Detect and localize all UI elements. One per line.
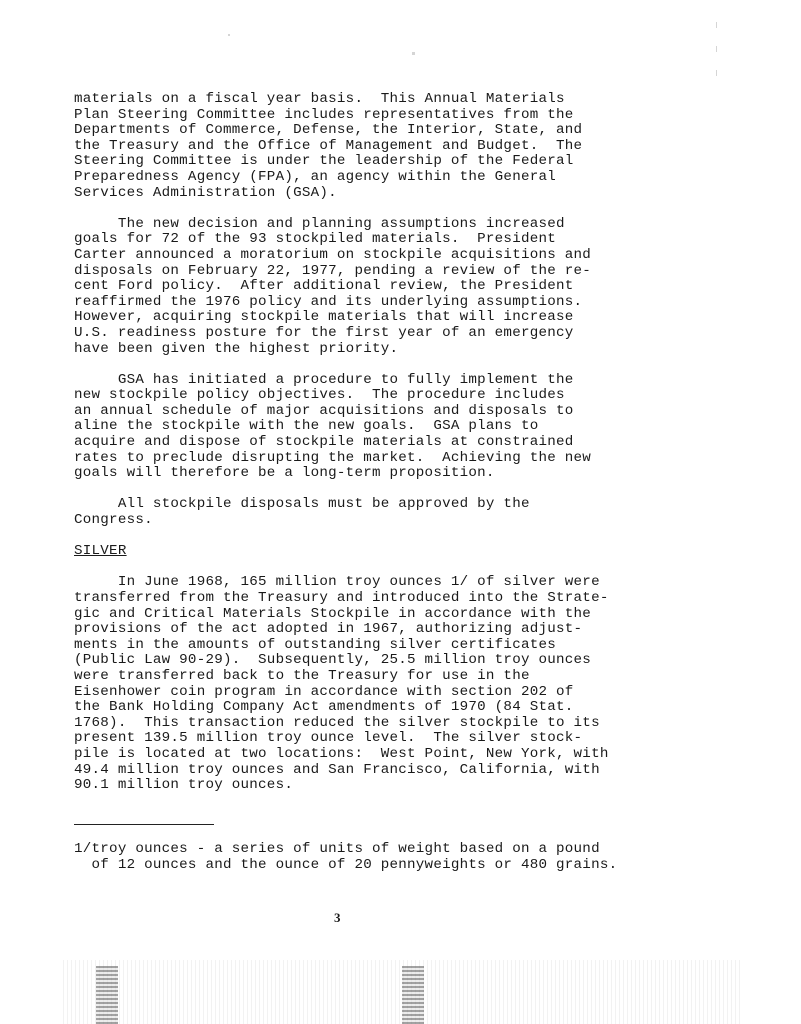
scan-speck — [412, 52, 415, 55]
text-line: Eisenhower coin program in accordance with section 202 of — [74, 683, 574, 700]
text-line: rates to preclude disrupting the market. Achieving the new — [74, 449, 592, 466]
footnote — [74, 842, 617, 873]
text-line: 49.4 million troy ounces and San Francisco, California, with — [74, 761, 600, 778]
text-line: 90.1 million troy ounces. — [74, 777, 294, 794]
text-line: Services Administration (GSA). — [74, 184, 337, 201]
text-line: provisions of the act adopted in 1967, authorizing adjust- — [74, 621, 583, 638]
text-line: 1768). This transaction reduced the silver stockpile to its — [74, 714, 600, 731]
text-line: ments in the amounts of outstanding silver certificates — [74, 636, 557, 653]
text-line: new stockpile policy objectives. The procedure includes — [74, 387, 565, 404]
scan-speck — [716, 22, 717, 28]
text-line: transferred from the Treasury and introduced into the Strate- — [74, 590, 609, 606]
text-line: Steering Committee is under the leadership of the Federal — [74, 153, 574, 170]
text-line: gic and Critical Materials Stockpile in accordance with the — [74, 605, 592, 622]
text-line: Congress. — [74, 512, 153, 529]
paragraph-disposals-approval — [74, 497, 714, 528]
text-line: reaffirmed the 1976 policy and its underlying assumptions. — [74, 293, 583, 310]
text-line: present 139.5 million troy ounce level. The silver stock- — [74, 730, 583, 747]
text-line: goals will therefore be a long-term proposition. — [74, 465, 495, 482]
text-line: have been given the highest priority. — [74, 340, 399, 357]
scan-noise-artifact — [60, 960, 740, 1024]
scan-speck — [228, 34, 230, 36]
text-line: aline the stockpile with the new goals. GSA plans to — [74, 418, 539, 435]
section-heading-silver: SILVER — [74, 543, 127, 560]
text-line: an annual schedule of major acquisitions and disposals to — [74, 402, 574, 419]
text-line: The new decision and planning assumptions increased — [74, 215, 565, 232]
paragraph-gsa-procedure — [74, 373, 714, 482]
text-line: the Bank Holding Company Act amendments of 1970 (84 Stat. — [74, 699, 574, 716]
footnote-separator — [74, 824, 214, 825]
text-line: Carter announced a moratorium on stockpile acquisitions and — [74, 246, 592, 263]
text-line: pile is located at two locations: West Point, New York, with — [74, 745, 609, 762]
page-number: 3 — [334, 910, 341, 925]
text-line: were transferred back to the Treasury for use in the — [74, 667, 530, 684]
text-line: acquire and dispose of stockpile materials at constrained — [74, 434, 574, 451]
text-line: However, acquiring stockpile materials that will increase — [74, 309, 574, 326]
text-line: U.S. readiness posture for the first year of an emergency — [74, 324, 574, 341]
paragraph-planning-assumptions — [74, 217, 714, 357]
text-line: Departments of Commerce, Defense, the Interior, State, and — [74, 122, 583, 139]
text-line: (Public Law 90-29). Subsequently, 25.5 million troy ounces — [74, 652, 592, 669]
document-body — [74, 92, 714, 809]
scan-speck — [716, 46, 717, 52]
text-line: GSA has initiated a procedure to fully implement the — [74, 371, 574, 388]
text-line: goals for 72 of the 93 stockpiled materials. President — [74, 231, 557, 248]
scan-speck — [716, 70, 717, 76]
text-line: materials on a fiscal year basis. This Annual Materials — [74, 91, 565, 107]
scan-artifact-center — [402, 966, 424, 1024]
footnote-line: of 12 ounces and the ounce of 20 pennyweights or 480 grains. — [74, 856, 618, 873]
paragraph-steering-committee — [74, 92, 714, 201]
text-line: Preparedness Agency (FPA), an agency within the General — [74, 168, 557, 185]
paragraph-silver — [74, 575, 714, 793]
text-line: Plan Steering Committee includes representatives from the — [74, 106, 574, 123]
text-line: In June 1968, 165 million troy ounces 1/ of silver were — [74, 574, 600, 591]
footnote-line: 1/troy ounces - a series of units of weight based on a pound — [74, 841, 600, 857]
scan-artifact-left — [96, 966, 118, 1024]
text-line: cent Ford policy. After additional review, the President — [74, 278, 574, 295]
text-line: All stockpile disposals must be approved by the — [74, 496, 530, 513]
text-line: disposals on February 22, 1977, pending a review of the re- — [74, 262, 592, 279]
text-line: the Treasury and the Office of Management and Budget. The — [74, 137, 583, 154]
